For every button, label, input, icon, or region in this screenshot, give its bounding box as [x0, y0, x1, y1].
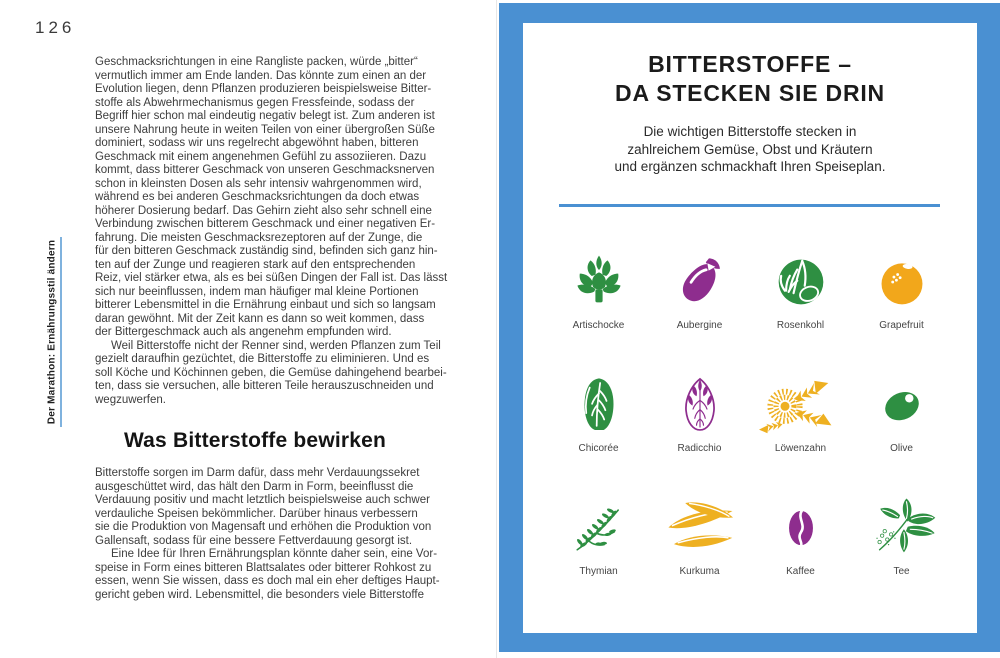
coffee-bean-icon — [775, 496, 827, 560]
page-gutter — [496, 0, 497, 658]
food-item-chicoree — [548, 373, 649, 454]
brussels-sprout-icon — [770, 250, 832, 314]
food-item-grapefruit — [851, 250, 952, 331]
turmeric-icon — [661, 496, 739, 560]
right-page-blue-frame — [499, 3, 1000, 652]
food-label: Löwenzahn — [774, 443, 827, 454]
tea-icon — [866, 496, 938, 560]
food-label: Artischocke — [572, 320, 625, 331]
food-item-tee — [851, 496, 952, 577]
food-label: Olive — [890, 443, 913, 454]
thyme-icon — [563, 496, 635, 560]
food-item-kaffee — [750, 496, 851, 577]
food-item-thymian — [548, 496, 649, 577]
infographic-panel — [523, 23, 977, 633]
food-item-rosenkohl — [750, 250, 851, 331]
page-number: 126 — [35, 18, 76, 37]
chicory-icon — [570, 373, 628, 437]
food-label: Kaffee — [786, 566, 815, 577]
food-item-artischocke — [548, 250, 649, 331]
eggplant-icon — [669, 250, 731, 314]
food-label: Kurkuma — [679, 566, 720, 577]
radicchio-icon — [671, 373, 729, 437]
body-paragraph-1: Geschmacksrichtungen in eine Rangliste packen, würde „bitter“ vermutlich immer am Ende landen. Das könnte zum einen an der Evolution liegen, denn Pflanzen produzieren beispielsweise Bitter- stoffe als Abwehrmechanismus gegen Fressfeinde, sodass der Begriff hier schon mal eindeutig negativ belegt ist. Zum anderen ist unsere Nahrung heute in weiten Teilen von einer übergroßen Süße dominiert, sodass wir uns regelrecht abgewöhnt haben, bitteren Geschmack mit einem angenehmen Gefühl zu assoziieren. Dazu kommt, dass bitterer Geschmack von unseren Geschmacksnerven schon in kleinsten Dosen als sehr intensiv wahrgenommen wird, während es bei anderen Geschmacksrichtungen da doch etwas höherer Dosierung bedarf. Das Gehirn zieht also sehr schnell eine Verbindung zwischen bitterem Geschmack und einer negativen Er- fahrung. Die meisten Geschmacksrezeptoren auf der Zunge, die für den bitteren Geschmack zuständig sind, befinden sich ganz hin- ten auf der Zunge und reagieren stark auf den entsprechenden Reiz, viel stärker etwa, als es bei süßen Dingen der Fall ist. Das lässt sich nur beeinflussen, indem man häufiger mal kleine Portionen bitterer Lebensmittel in die Ernährung einbaut und sich so langsam daran gewöhnt. Mit der Zeit kann es dann so weit kommen, dass der Bittergeschmack auch als angenehm empfunden wird. Weil Bitterstoffe nicht der Renner sind, werden Pflanzen zum Teil gezielt daraufhin gezüchtet, die Bitterstoffe zu eliminieren. Und es soll Köche und Köchinnen geben, die Gemüse dahingehend bearbei- ten, dass sie versuchen, alle bitteren Teile herauszuschneiden und wegzuwerfen. — [95, 56, 448, 406]
food-label: Rosenkohl — [776, 320, 825, 331]
food-grid — [548, 250, 952, 577]
infographic-subtitle: Die wichtigen Bitterstoffe stecken in zahlreichem Gemüse, Obst und Kräutern und ergänzen schmackhaft Ihren Speiseplan. — [614, 124, 886, 174]
food-item-aubergine — [649, 250, 750, 331]
food-label: Tee — [893, 566, 910, 577]
section-heading: Was Bitterstoffe bewirken — [123, 429, 387, 452]
food-item-loewenzahn — [750, 373, 851, 454]
left-page — [0, 0, 497, 658]
food-label: Radicchio — [677, 443, 722, 454]
food-item-radicchio — [649, 373, 750, 454]
chapter-sidebar-label: Der Marathon: Ernährungsstil ändern — [46, 239, 58, 425]
food-item-kurkuma — [649, 496, 750, 577]
food-label: Thymian — [579, 566, 618, 577]
dandelion-icon — [759, 373, 843, 437]
infographic-title: BITTERSTOFFE – DA STECKEN SIE DRIN — [615, 51, 885, 106]
artichoke-icon — [569, 250, 629, 314]
grapefruit-icon — [871, 250, 933, 314]
sidebar-accent-line — [60, 237, 62, 427]
food-label: Grapefruit — [879, 320, 924, 331]
body-paragraph-2: Bitterstoffe sorgen im Darm dafür, dass mehr Verdauungssekret ausgeschüttet wird, das hält den Darm in Form, beeinflusst die Verdauung positiv und macht letztlich beispielsweise auch schwer verdauliche Speisen bekömmlicher. Darüber hinaus verbessern sie die Produktion von Magensaft und erhöhen die Produktion von Gallensaft, sodass für eine bessere Fettverdauung gesorgt ist. Eine Idee für Ihren Ernährungsplan könnte daher sein, eine Vor- speise in Form eines bitteren Blattsalates oder bitterer Rohkost zu essen, wenn Sie wissen, dass es doch mal ein eher deftiges Haupt- gericht geben wird. Lebensmittel, die besonders viele Bitterstoffe — [95, 467, 440, 601]
food-label: Aubergine — [676, 320, 723, 331]
food-label: Chicorée — [578, 443, 619, 454]
food-item-olive — [851, 373, 952, 454]
title-divider-rule — [559, 204, 940, 207]
olive-icon — [871, 373, 933, 437]
